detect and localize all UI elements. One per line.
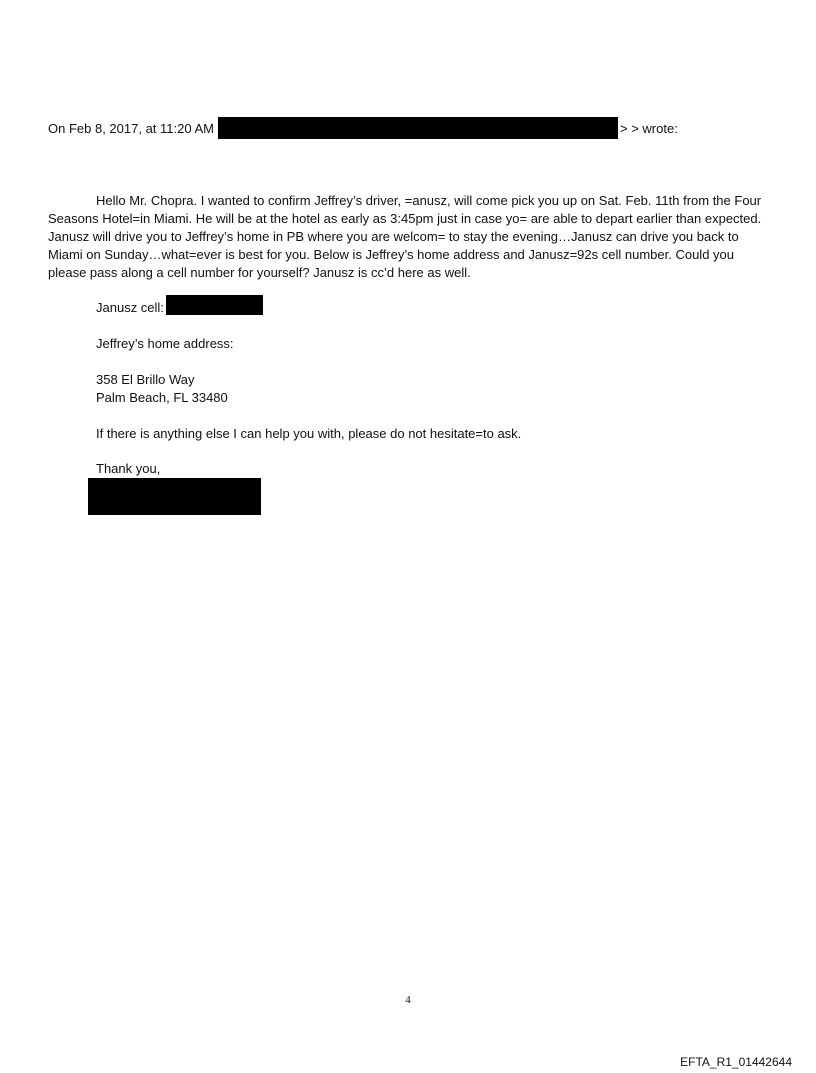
redaction-sender — [218, 117, 618, 139]
closing-line: If there is anything else I can help you with, please do not hesitate=to ask. — [96, 426, 522, 441]
email-header-suffix: > > wrote: — [620, 121, 678, 136]
document-id: EFTA_R1_01442644 — [680, 1055, 792, 1069]
page-number: 4 — [405, 994, 411, 1006]
email-header-prefix: On Feb 8, 2017, at 11:20 AM — [48, 121, 214, 136]
address-label: Jeffrey’s home address: — [96, 336, 234, 351]
address-line-2: Palm Beach, FL 33480 — [96, 390, 228, 405]
redaction-signature — [88, 478, 261, 515]
redaction-cell-number — [166, 295, 263, 315]
signoff: Thank you, — [96, 461, 161, 476]
cell-label: Janusz cell: — [96, 300, 164, 315]
email-body-paragraph: Hello Mr. Chopra. I wanted to confirm Jeffrey’s driver, =anusz, will come pick you up on Sat. Feb. 11th from the Four Seasons Hotel=in Miami. He will be at the hotel as early as 3:45pm just in case yo= are able to depart earlier than expected. Janusz will drive you to Jeffrey’s home in PB where you are welcom= to stay the evening…Janusz can drive you back to Miami on Sunday…what=ever is best for you. Below is Jeffrey’s home address and Janusz=92s cell number. Could you please pass along a cell number for yourself? Janusz is cc’d here as well. — [48, 193, 762, 280]
address-line-1: 358 El Brillo Way — [96, 372, 195, 387]
